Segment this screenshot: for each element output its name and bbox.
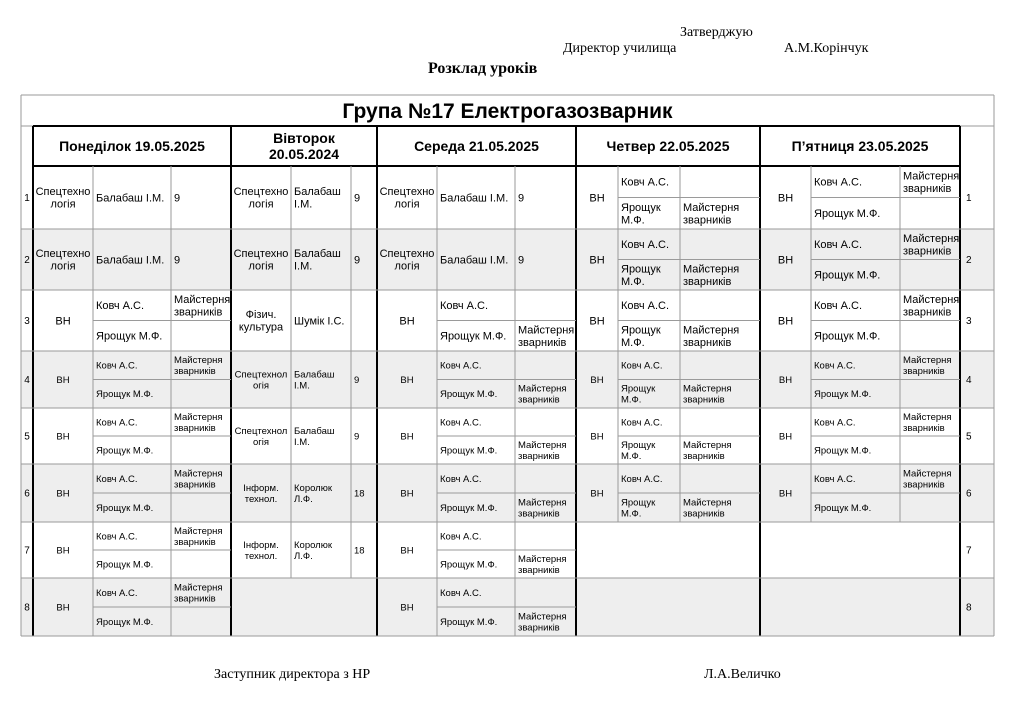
teacher-text: Ковч А.С. [814,360,856,372]
teacher-text: Ярощук М.Ф. [814,330,881,343]
room-text: 18 [354,545,365,557]
teacher-text: Ярощук М.Ф. [814,269,881,282]
lesson-number-left: 2 [24,255,30,266]
teacher-text: Балабаш І.М. [294,369,335,392]
subject-text: ВН [778,488,793,500]
teacher-text: Ковч А.С. [440,300,489,313]
room-text: Майстерня зварників [174,293,231,319]
room-text: Майстерня зварників [174,355,223,378]
lesson-number-left: 8 [24,602,30,614]
teacher-text: Ковч А.С. [96,473,138,485]
approve-word: Затверджую [680,25,753,40]
room-text: Майстерня зварників [903,411,952,434]
lesson-number-right: 8 [966,602,972,614]
subject-text: Спецтехнол огія [234,425,288,448]
subject-text: ВН [590,431,604,443]
lesson-number-left: 4 [24,375,30,386]
teacher-text: Ковч А.С. [814,176,863,189]
room-text: Майстерня зварників [174,468,223,491]
subject-text: ВН [777,315,794,328]
room-text: Майстерня зварників [683,439,732,462]
director-name: А.М.Корінчук [784,41,869,56]
teacher-text: Ярощук М.Ф. [814,389,872,401]
room-text: 9 [354,254,361,267]
teacher-text: Ярощук М.Ф. [96,389,154,401]
teacher-text: Ярощук М.Ф. [814,208,881,221]
director-position: Директор училища [563,41,677,56]
room-text: Майстерня зварників [518,497,567,520]
teacher-text: Королюк Л.Ф. [294,539,332,562]
teacher-text: Балабаш І.М. [294,248,341,273]
room-text: Майстерня зварників [518,553,567,576]
teacher-text: Ковч А.С. [96,417,138,429]
teacher-text: Ковч А.С. [440,360,482,372]
subject-text: ВН [400,545,414,557]
lesson-number-right: 7 [966,545,972,557]
teacher-text: Ярощук М.Ф. [440,502,498,514]
subject-text: ВН [778,431,793,443]
teacher-text: Ковч А.С. [814,473,856,485]
subject-text: ВН [56,545,70,557]
subject-text: Спецтехнол огія [234,369,288,392]
document-title: Розклад уроків [428,60,538,77]
subject-text: ВН [589,254,605,267]
lesson-number-left: 6 [24,488,30,500]
day-header: Середа 21.05.2025 [414,137,539,154]
teacher-text: Ковч А.С. [440,417,482,429]
room-text: Майстерня зварників [683,383,732,406]
subject-text: ВН [400,431,414,443]
subject-text: ВН [56,602,70,614]
subject-text: ВН [778,374,793,386]
subject-text: ВН [400,602,414,614]
teacher-text: Ярощук М.Ф. [621,324,661,349]
subject-text: ВН [400,374,414,386]
subject-text: ВН [400,488,414,500]
subject-text: Спецтехно логія [379,248,435,273]
subject-text: Спецтехно логія [233,186,289,211]
room-text: 9 [354,431,360,443]
teacher-text: Ярощук М.Ф. [440,330,507,343]
lesson-number-right: 5 [966,431,972,443]
room-text: Майстерня зварників [683,324,740,349]
teacher-text: Ярощук М.Ф. [440,389,498,401]
teacher-text: Ковч А.С. [621,360,663,372]
day-header: Четвер 22.05.2025 [606,137,730,154]
subject-text: Спецтехно логія [379,186,435,211]
teacher-text: Ярощук М.Ф. [621,439,656,462]
teacher-text: Ярощук М.Ф. [621,263,661,288]
room-text: Майстерня зварників [518,611,567,634]
teacher-text: Ковч А.С. [96,587,138,599]
subject-text: ВН [56,488,70,500]
subject-text: ВН [56,431,70,443]
teacher-text: Ковч А.С. [621,473,663,485]
teacher-text: Ярощук М.Ф. [621,201,661,227]
teacher-text: Ковч А.С. [440,587,482,599]
room-text: 9 [354,192,361,205]
lesson-number-left: 1 [24,193,30,204]
subject-text: ВН [777,192,794,205]
teacher-text: Ковч А.С. [621,176,670,189]
subject-text: ВН [399,315,415,328]
day-header: Понеділок 19.05.2025 [59,137,205,154]
teacher-text: Балабаш І.М. [294,425,335,448]
lesson-number-left: 7 [24,545,30,557]
teacher-text: Балабаш І.М. [294,186,341,211]
lesson-number-left: 3 [24,316,30,327]
subject-text: ВН [590,488,604,500]
room-text: Майстерня зварників [683,201,740,227]
room-text: Майстерня зварників [903,232,960,258]
footer-position: Заступник директора з НР [214,667,371,682]
subject-text: ВН [777,254,794,267]
teacher-text: Ковч А.С. [96,531,138,543]
teacher-text: Балабаш І.М. [440,254,509,267]
teacher-text: Ярощук М.Ф. [814,502,872,514]
subject-text: Фізич. культура [238,309,284,334]
lesson-number-right: 1 [966,193,972,204]
subject-text: Інформ. технол. [243,482,279,505]
room-text: Майстерня зварників [518,324,575,349]
subject-text: ВН [589,192,605,205]
room-text: 9 [354,374,360,386]
room-text: Майстерня зварників [683,263,740,288]
teacher-text: Ярощук М.Ф. [96,502,154,514]
room-text: Майстерня зварників [174,525,223,548]
day-header: П’ятниця 23.05.2025 [791,137,929,154]
subject-text: Спецтехно логія [35,248,91,273]
footer-name: Л.А.Величко [704,667,781,682]
subject-text: ВН [55,315,71,328]
teacher-text: Королюк Л.Ф. [294,482,332,505]
teacher-text: Ковч А.С. [440,473,482,485]
lesson-number-right: 2 [966,255,972,266]
group-title: Група №17 Електрогазозварник [342,99,673,123]
teacher-text: Ярощук М.Ф. [621,497,656,520]
room-text: 9 [518,254,525,267]
teacher-text: Ярощук М.Ф. [96,330,163,343]
teacher-text: Ярощук М.Ф. [621,383,656,406]
room-text: Майстерня зварників [903,293,960,319]
room-text: Майстерня зварників [683,497,732,520]
teacher-text: Ковч А.С. [814,300,863,313]
subject-text: ВН [589,315,605,328]
teacher-text: Ковч А.С. [621,417,663,429]
room-text: Майстерня зварників [903,355,952,378]
teacher-text: Ярощук М.Ф. [96,616,154,628]
room-text: Майстерня зварників [518,439,567,462]
lesson-number-right: 6 [966,488,972,500]
teacher-text: Ковч А.С. [814,239,863,252]
room-text: Майстерня зварників [174,582,223,605]
subject-text: ВН [590,374,604,386]
day-header: Вівторок 20.05.2024 [268,129,340,162]
teacher-text: Ковч А.С. [96,300,145,313]
subject-text: Спецтехно логія [233,248,289,273]
teacher-text: Ярощук М.Ф. [96,559,154,571]
subject-text: Спецтехно логія [35,186,91,211]
teacher-text: Балабаш І.М. [96,254,165,267]
teacher-text: Ярощук М.Ф. [440,616,498,628]
teacher-text: Ярощук М.Ф. [814,445,872,457]
lesson-number-right: 4 [966,375,972,386]
teacher-text: Ковч А.С. [96,360,138,372]
room-text: 9 [518,192,525,205]
teacher-text: Ковч А.С. [814,417,856,429]
teacher-text: Шумік І.С. [294,315,345,328]
teacher-text: Ярощук М.Ф. [96,445,154,457]
subject-text: ВН [56,374,70,386]
teacher-text: Ковч А.С. [621,300,670,313]
subject-text: Інформ. технол. [243,539,279,562]
room-text: Майстерня зварників [174,411,223,434]
teacher-text: Балабаш І.М. [440,192,509,205]
room-text: 18 [354,488,365,500]
lesson-number-left: 5 [24,431,30,443]
lesson-number-right: 3 [966,316,972,327]
teacher-text: Ярощук М.Ф. [440,445,498,457]
room-text: Майстерня зварників [518,383,567,406]
room-text: 9 [174,192,181,205]
teacher-text: Ковч А.С. [440,531,482,543]
room-text: Майстерня зварників [903,170,960,195]
teacher-text: Балабаш І.М. [96,192,165,205]
teacher-text: Ярощук М.Ф. [440,559,498,571]
teacher-text: Ковч А.С. [621,239,670,252]
room-text: Майстерня зварників [903,468,952,491]
room-text: 9 [174,254,181,267]
